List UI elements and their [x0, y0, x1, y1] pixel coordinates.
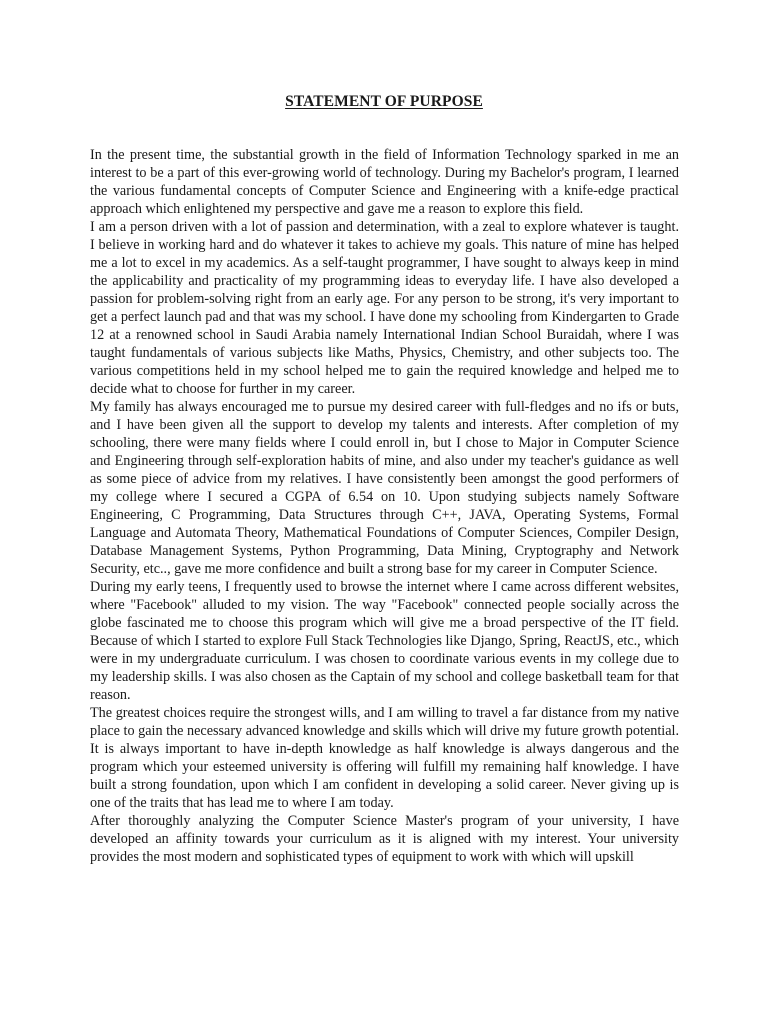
paragraph-early-teens: During my early teens, I frequently used to browse the internet where I came across different websites, where "Facebook" alluded to my vision. The way "Facebook" connected people socially across the globe fascinated me to choose this program which will give me a broad perspective of the IT field. Because of which I started to explore Full Stack Technologies like Django, Spring, ReactJS, etc., which were in my undergraduate curriculum. I was chosen to coordinate various events in my college due to my leadership skills. I was also chosen as the Captain of my school and college basketball team for that reason.	[90, 579, 679, 703]
paragraph-personality: I am a person driven with a lot of passion and determination, with a zeal to explore whatever is taught. I believe in working hard and do whatever it takes to achieve my goals. This nature of mine has helped me a lot to excel in my academics. As a self-taught programmer, I have sought to always keep in mind the applicability and practicality of my programming ideas to everyday life. I have also developed a passion for problem-solving right from an early age. For any person to be strong, it's very important to get a perfect launch pad and that was my school. I have done my schooling from Kindergarten to Grade 12 at a renowned school in Saudi Arabia namely International Indian School Buraidah, where I was taught fundamentals of various subjects like Maths, Physics, Chemistry, and other subjects too. The various competitions held in my school helped me to gain the required knowledge and helped me to decide what to choose for further in my career.	[90, 219, 679, 397]
paragraph-intro: In the present time, the substantial growth in the field of Information Technology sparked in me an interest to be a part of this ever-growing world of technology. During my Bachelor's program, I learned the various fundamental concepts of Computer Science and Engineering with a knife-edge practical approach which enlightened my perspective and gave me a reason to explore this field.	[90, 147, 679, 217]
document-body	[90, 146, 679, 866]
document-title: STATEMENT OF PURPOSE	[285, 93, 483, 110]
paragraph-choices: The greatest choices require the strongest wills, and I am willing to travel a far distance from my native place to gain the necessary advanced knowledge and skills which will drive my future growth potential. It is always important to have in-depth knowledge as half knowledge is always dangerous and the program which your esteemed university is offering will fulfill my remaining half knowledge. I have built a strong foundation, upon which I am confident in developing a solid career. Never giving up is one of the traits that has lead me to where I am today.	[90, 705, 679, 811]
paragraph-family-education: My family has always encouraged me to pursue my desired career with full-fledges and no ifs or buts, and I have been given all the support to develop my talents and interests. After completion of my schooling, there were many fields where I could enroll in, but I chose to Major in Computer Science and Engineering through self-exploration habits of mine, and also under my teacher's guidance as well as some piece of advice from my relatives. I have consistently been amongst the good performers of my college where I secured a CGPA of 6.54 on 10. Upon studying subjects namely Software Engineering, C Programming, Data Structures through C++, JAVA, Operating Systems, Formal Language and Automata Theory, Mathematical Foundations of Computer Sciences, Compiler Design, Database Management Systems, Python Programming, Data Mining, Cryptography and Network Security, etc.., gave me more confidence and built a strong base for my career in Computer Science.	[90, 399, 679, 577]
paragraph-university: After thoroughly analyzing the Computer Science Master's program of your university, I have developed an affinity towards your curriculum as it is aligned with my interest. Your university provides the most modern and sophisticated types of equipment to work with which will upskill	[90, 813, 679, 865]
